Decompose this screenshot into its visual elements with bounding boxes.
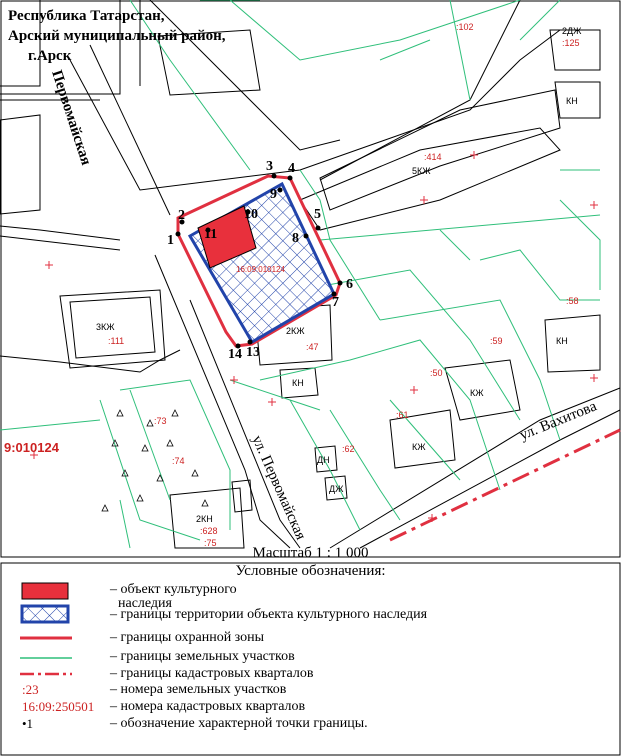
title-line: Республика Татарстан, <box>8 8 165 24</box>
parcel-number: :59 <box>490 336 503 346</box>
street-name-pervomayskaya-top: Первомайская <box>48 68 94 168</box>
parcel-number: :47 <box>306 342 319 352</box>
point-label-6: 6 <box>346 277 353 292</box>
parcel-number: :73 <box>154 416 167 426</box>
title-line: г.Арск <box>28 48 72 64</box>
building-label: ДЖ <box>329 484 344 494</box>
building-label: 5КЖ <box>412 166 431 176</box>
legend-title: Условные обозначения: <box>235 563 386 579</box>
point-label-7: 7 <box>332 295 339 310</box>
parcel-number: :74 <box>172 456 185 466</box>
legend-label-territory: – границы территории объекта культурного наследия <box>110 607 428 622</box>
building-label: 2КЖ <box>286 326 305 336</box>
building-label: КН <box>292 378 304 388</box>
quarter-code-label: 9:010124 <box>4 440 59 455</box>
legend-code-quarter-number: 16:09:250501 <box>22 699 95 714</box>
legend-swatch-territory <box>22 606 68 622</box>
title-line: Арский муниципальный район, <box>8 28 226 44</box>
parcel-number: :61 <box>396 410 409 420</box>
legend-label-quarter-number: – номера кадастровых кварталов <box>110 699 306 714</box>
title-block <box>8 6 226 66</box>
point-label-14: 14 <box>228 347 242 362</box>
point-label-13: 13 <box>246 345 260 360</box>
legend-code-point: •1 <box>22 716 34 731</box>
parcel-number: :58 <box>566 296 579 306</box>
building-label: КН <box>566 96 578 106</box>
legend-label-object-2: наследия <box>118 596 172 611</box>
legend-label-quarter: – границы кадастровых кварталов <box>110 666 314 681</box>
parcel-number: :75 <box>204 538 217 548</box>
parcel-number: :62 <box>342 444 355 454</box>
point-label-11: 11 <box>204 227 218 242</box>
point-label-1: 1 <box>167 233 174 248</box>
building-label: КЖ <box>470 388 484 398</box>
legend-label-point: – обозначение характерной точки границы. <box>110 716 368 731</box>
parcel-number-labels <box>108 22 580 548</box>
parcel-number: :628 <box>200 526 218 536</box>
point-label-8: 8 <box>292 231 299 246</box>
parcel-number: :102 <box>456 22 474 32</box>
building-label: КЖ <box>412 442 426 452</box>
building-label: 3КЖ <box>96 322 115 332</box>
parcel-number: :414 <box>424 152 442 162</box>
building-label: ДН <box>317 455 330 465</box>
building-label: КН <box>556 336 568 346</box>
legend-label-parcel-number: – номера земельных участков <box>110 682 287 697</box>
building-label: 2ДЖ <box>562 26 582 36</box>
parcel-number: :125 <box>562 38 580 48</box>
building-labels <box>96 26 582 524</box>
parcel-number: :50 <box>430 368 443 378</box>
legend-label-parcels: – границы земельных участков <box>110 649 295 664</box>
parcel-number: :111 <box>108 336 125 346</box>
legend-label-protection-zone: – границы охранной зоны <box>110 630 265 645</box>
point-label-3: 3 <box>266 159 273 174</box>
street-name-vakhitova: ул. Вахитова <box>517 398 599 444</box>
building-label: 2КН <box>196 514 213 524</box>
point-label-9: 9 <box>270 187 277 202</box>
object-cadastral-number: 16:09:010124 <box>236 265 285 274</box>
legend-code-parcel-number: :23 <box>22 682 39 697</box>
point-label-2: 2 <box>178 208 185 223</box>
legend-label-object: – объект культурного <box>110 582 237 597</box>
legend-swatch-object <box>22 583 68 599</box>
point-label-4: 4 <box>288 161 295 176</box>
street-name-pervomayskaya-bottom: ул. Первомайская <box>248 433 309 543</box>
scale-label: Масштаб 1 : 1 000 <box>252 545 369 561</box>
point-label-5: 5 <box>314 207 321 222</box>
point-label-10: 10 <box>244 207 258 222</box>
